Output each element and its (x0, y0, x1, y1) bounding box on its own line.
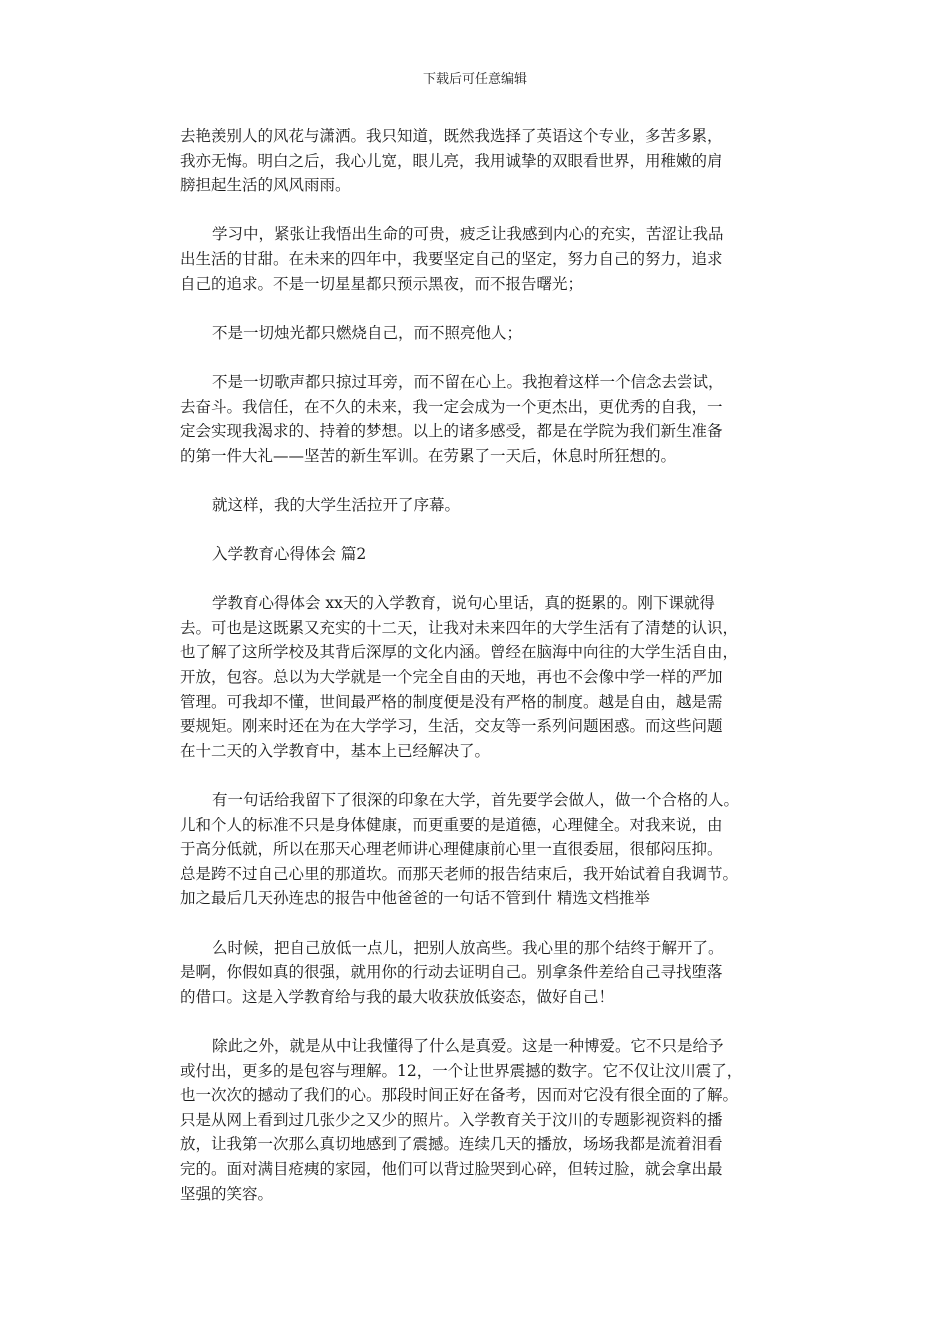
text-line: 有一句话给我留下了很深的印象在大学，首先要学会做人，做一个合格的人。 (212, 791, 740, 810)
paragraph (180, 1034, 788, 1206)
text-line: 是啊，你假如真的很强，就用你的行动去证明自己。别拿条件差给自己寻找堕落 (180, 963, 723, 982)
text-line: 出生活的甘甜。在未来的四年中，我要坚定自己的坚定，努力自己的努力，追求 (180, 249, 723, 268)
text-line: 要规矩。刚来时还在为在大学学习，生活，交友等一系列问题困惑。而这些问题 (180, 717, 723, 736)
text-line: 放，让我第一次那么真切地感到了震撼。连续几天的播放，场场我都是流着泪看 (180, 1135, 723, 1154)
paragraph (180, 370, 788, 468)
paragraph (180, 542, 788, 567)
text-line: 膀担起生活的风风雨雨。 (180, 176, 351, 195)
text-line: 坚强的笑容。 (180, 1184, 274, 1203)
text-line: 去奋斗。我信任，在不久的未来，我一定会成为一个更杰出，更优秀的自我，一 (180, 397, 723, 416)
text-line: 或付出，更多的是包容与理解。12，一个让世界震撼的数字。它不仅让汶川震了， (180, 1061, 743, 1080)
text-line: 我亦无悔。明白之后，我心儿宽，眼儿亮，我用诚挚的双眼看世界，用稚嫩的肩 (180, 151, 723, 170)
paragraph (180, 936, 788, 1010)
text-line: 儿和个人的标准不只是身体健康，而更重要的是道德，心理健全。对我来说，由 (180, 815, 723, 834)
document-body (180, 124, 788, 1231)
text-line: 自己的追求。不是一切星星都只预示黑夜，而不报告曙光； (180, 274, 584, 293)
text-line: 在十二天的入学教育中，基本上已经解决了。 (180, 741, 491, 760)
paragraph (180, 788, 788, 911)
text-line: 定会实现我渴求的、持着的梦想。以上的诸多感受，都是在学院为我们新生准备 (180, 422, 723, 441)
paragraph (180, 321, 788, 346)
text-line: 么时候，把自己放低一点儿，把别人放高些。我心里的那个结终于解开了。 (212, 938, 724, 957)
text-line: 也了解了这所学校及其背后深厚的文化内涵。曾经在脑海中向往的大学生活自由， (180, 643, 739, 662)
text-line: 于高分低就，所以在那天心理老师讲心理健康前心里一直很委屈，很郁闷压抑。 (180, 840, 723, 859)
text-line: 只是从网上看到过几张少之又少的照片。入学教育关于汶川的专题影视资料的播 (180, 1110, 723, 1129)
text-line: 的第一件大礼——坚苦的新生军训。在劳累了一天后，休息时所狂想的。 (180, 446, 677, 465)
text-line: 学习中，紧张让我悟出生命的可贵，疲乏让我感到内心的充实，苦涩让我品 (212, 225, 724, 244)
text-line: 管理。可我却不懂，世间最严格的制度便是没有严格的制度。越是自由，越是需 (180, 692, 723, 711)
text-line: 学教育心得体会 xx天的入学教育，说句心里话，真的挺累的。刚下课就得 (212, 594, 715, 613)
text-line: 加之最后几天孙连忠的报告中他爸爸的一句话不管到什 精选文档推举 (180, 889, 650, 908)
text-line: 总是跨不过自己心里的那道坎。而那天老师的报告结束后，我开始试着自我调节。 (180, 864, 739, 883)
text-line: 除此之外，就是从中让我懂得了什么是真爱。这是一种博爱。它不只是给予 (212, 1036, 724, 1055)
text-line: 开放，包容。总以为大学就是一个完全自由的天地，再也不会像中学一样的严加 (180, 668, 723, 687)
text-line: 去艳羡别人的风花与潇洒。我只知道，既然我选择了英语这个专业，多苦多累， (180, 127, 723, 145)
text-line: 也一次次的撼动了我们的心。那段时间正好在备考，因而对它没有很全面的了解。 (180, 1086, 739, 1105)
text-line: 入学教育心得体会 篇2 (212, 545, 367, 564)
paragraph (180, 124, 788, 198)
text-line: 的借口。这是入学教育给与我的最大收获放低姿态，做好自己！ (180, 987, 615, 1006)
page-header: 下载后可任意编辑 (422, 72, 527, 87)
text-line: 完的。面对满目疮痍的家园，他们可以背过脸哭到心碎，但转过脸，就会拿出最 (180, 1159, 723, 1178)
text-line: 去。可也是这既累又充实的十二天，让我对未来四年的大学生活有了清楚的认识， (180, 618, 739, 637)
text-line: 不是一切烛光都只燃烧自己，而不照亮他人； (212, 323, 523, 342)
paragraph (180, 591, 788, 763)
paragraph (180, 222, 788, 296)
text-line: 不是一切歌声都只掠过耳旁，而不留在心上。我抱着这样一个信念去尝试， (212, 372, 724, 391)
paragraph (180, 493, 788, 518)
text-line: 就这样，我的大学生活拉开了序幕。 (212, 495, 461, 514)
